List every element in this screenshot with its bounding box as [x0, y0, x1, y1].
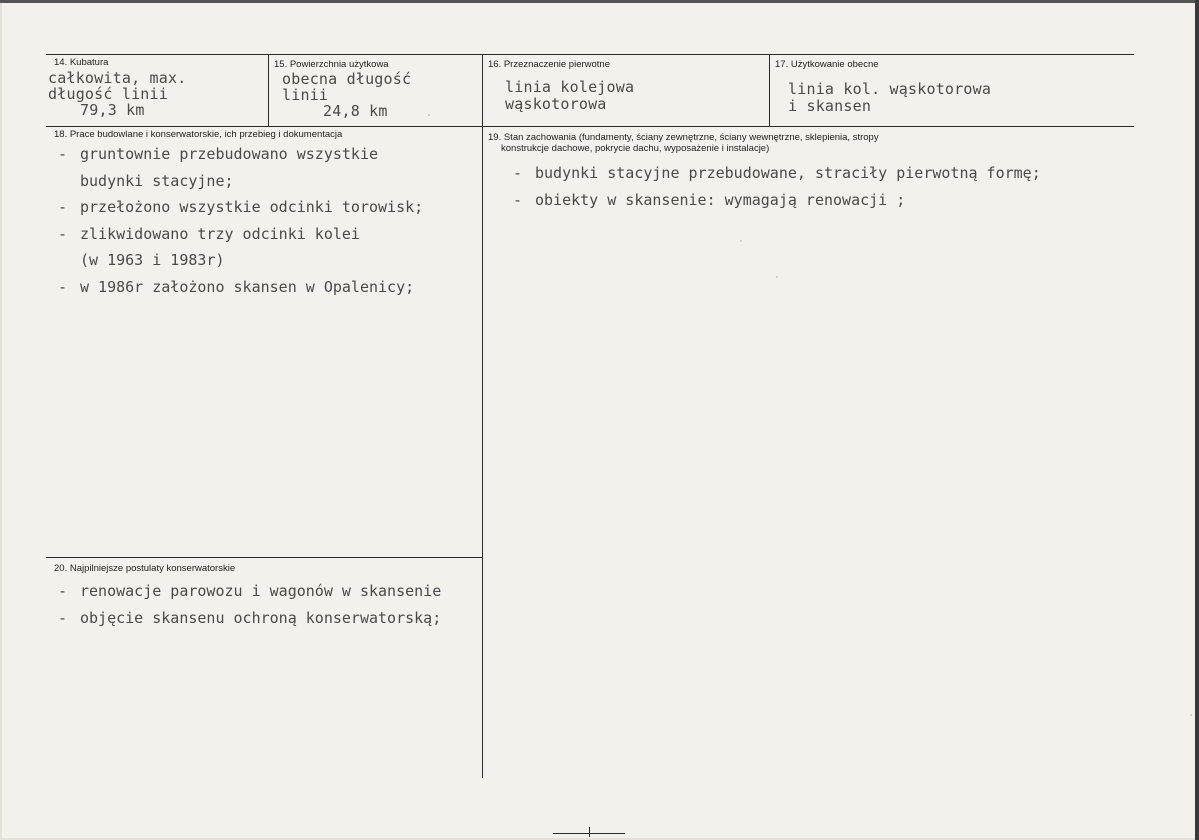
field-18-label: 18. Prace budowlane i konserwatorskie, ich przebieg i dokumentacja	[54, 129, 343, 140]
field-18-list	[58, 141, 423, 300]
list-item: - obiekty w skansenie: wymagają renowacji ;	[513, 190, 906, 209]
divider-16-17	[769, 54, 770, 126]
field-16-line-1: linia kolejowa	[505, 78, 635, 96]
top-rule	[46, 54, 1134, 55]
field-14-line-2: długość linii	[48, 85, 168, 103]
field-15-line-3: 24,8 km	[323, 102, 388, 120]
list-item: - objęcie skansenu ochroną konserwatorską;	[58, 608, 442, 627]
field-15-line-2: linii	[282, 86, 329, 104]
list-item: - budynki stacyjne przebudowane, straciły pierwotną formę;	[513, 164, 1041, 182]
bottom-tick-mark	[589, 827, 590, 837]
field-14-line-1: całkowita, max.	[48, 69, 187, 87]
list-item: - zlikwidowano trzy odcinki kolei	[58, 224, 360, 243]
field-16-label: 16. Przeznaczenie pierwotne	[488, 59, 610, 70]
field20-top-rule	[46, 557, 483, 558]
field-20-label: 20. Najpilniejsze postulaty konserwatorskie	[54, 563, 236, 574]
field-17-label: 17. Użytkowanie obecne	[775, 59, 879, 70]
upper-row-bottom-rule	[46, 126, 1134, 127]
field-19-list	[513, 160, 1041, 213]
list-item: budynki stacyjne;	[80, 171, 234, 190]
list-item: - przełożono wszystkie odcinki torowisk;	[58, 198, 424, 216]
list-item: - renowacje parowozu i wagonów w skansenie	[58, 582, 442, 600]
field-17-line-2: i skansen	[788, 97, 872, 115]
field-20-list	[58, 578, 441, 631]
field-15-line-1: obecna długość	[282, 70, 412, 88]
field-14-label: 14. Kubatura	[54, 57, 109, 68]
paper-speck	[740, 240, 742, 242]
field-17-line-1: linia kol. wąskotorowa	[788, 80, 992, 98]
paper-speck	[776, 276, 778, 278]
field-14-line-3: 79,3 km	[80, 101, 145, 119]
field-16-line-2: wąskotorowa	[505, 95, 607, 113]
list-item: - gruntownie przebudowano wszystkie	[58, 145, 379, 163]
list-item: (w 1963 i 1983r)	[80, 251, 225, 269]
field-19-label: 19. Stan zachowania (fundamenty, ściany zewnętrzne, ściany wewnętrzne, sklepienia, stropy	[488, 132, 879, 143]
paper-speck	[428, 114, 430, 116]
field-15-label: 15. Powierzchnia użytkowa	[274, 59, 389, 70]
card-right-edge	[1195, 0, 1199, 840]
list-item: - w 1986r założono skansen w Opalenicy;	[58, 277, 415, 296]
card-top-edge	[0, 0, 1199, 3]
paper-speck	[1190, 714, 1192, 716]
field-19-label-continued: konstrukcje dachowe, pokrycie dachu, wyposażenie i instalacje)	[501, 143, 770, 154]
main-column-divider	[482, 54, 483, 778]
divider-14-15	[268, 54, 269, 126]
